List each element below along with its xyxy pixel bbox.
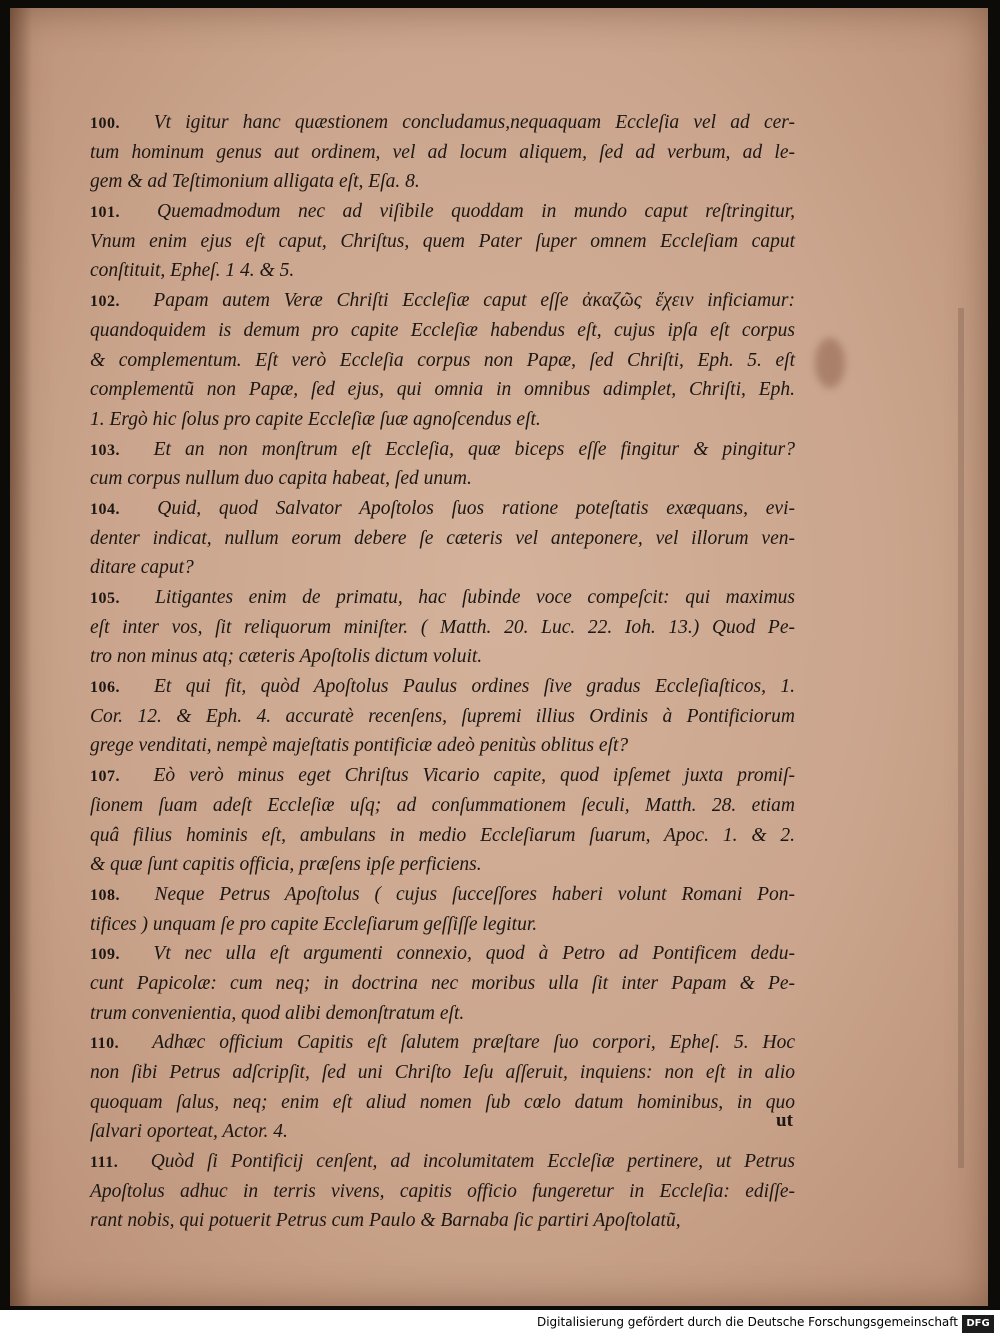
text-line <box>90 791 795 821</box>
line-text: cunt Papicolæ: cum neq; in doctrina nec moribus ulla ſit inter Papam & Pe- <box>90 972 795 994</box>
line-text: eſt inter vos, ſit reliquorum miniſter. ( Matth. 20. Luc. 22. Ioh. 13.) Quod Pe- <box>90 616 795 638</box>
line-text: Apoſtolus adhuc in terris vivens, capitis officio fungeretur in Eccleſia: ediſſe- <box>90 1180 795 1202</box>
paragraph-number: 104. <box>90 500 120 518</box>
line-text: & quæ ſunt capitis officia, præſens ipſe perficiens. <box>90 854 482 876</box>
line-text: Vt nec ulla eſt argumenti connexio, quod à Petro ad Pontificem dedu- <box>153 943 795 965</box>
catchword: ut <box>776 1110 793 1131</box>
text-line <box>90 197 795 227</box>
text-line <box>90 702 795 732</box>
text-line <box>90 821 795 851</box>
dfg-logo: DFG <box>962 1315 994 1333</box>
line-text: tum hominum genus aut ordinem, vel ad locum aliquem, ſed ad verbum, ad le- <box>90 141 795 163</box>
text-line <box>90 138 795 168</box>
line-text: tifices ) unquam ſe pro capite Eccleſiarum geſſiſſe legitur. <box>90 913 538 935</box>
line-text: complementũ non Papæ, ſed ejus, qui omnia in omnibus adimplet, Chriſti, Eph. <box>90 379 795 401</box>
line-text: cum corpus nullum duo capita habeat, ſed unum. <box>90 468 472 490</box>
line-text: Et qui fit, quòd Apoſtolus Paulus ordines ſive gradus Eccleſiaſticos, 1. <box>153 676 796 698</box>
line-text: non ſibi Petrus adſcripſit, ſed uni Chriſto Ieſu aſſeruit, inquiens: non eſt in alio <box>90 1062 795 1083</box>
bleed-through-edge <box>958 308 964 1168</box>
paragraph-number: 109. <box>90 946 120 964</box>
text-line <box>90 553 795 583</box>
body-text <box>90 108 795 1236</box>
text-line <box>90 1028 795 1058</box>
text-line <box>90 672 795 702</box>
line-text: Papam autem Veræ Chriſti Eccleſiæ caput eſſe ἀκαζῶς ἔχειν inficiamur: <box>153 290 795 312</box>
paragraph-number: 107. <box>90 768 120 786</box>
text-line <box>90 1117 795 1147</box>
text-line <box>90 524 795 554</box>
text-line <box>90 969 795 999</box>
line-text: Cor. 12. & Eph. 4. accuratè recenſens, ſupremi illius Ordinis à Pontificiorum <box>90 705 795 727</box>
text-line <box>90 880 795 910</box>
text-line <box>90 613 795 643</box>
paragraph-number: 100. <box>90 115 120 132</box>
text-line <box>90 108 795 138</box>
text-line <box>90 464 795 494</box>
line-text: Quemadmodum nec ad viſibile quoddam in mundo caput reſtringitur, <box>157 201 796 223</box>
paragraph-number: 108. <box>90 886 120 904</box>
text-line <box>90 316 795 346</box>
line-text: grege venditati, nempè majeſtatis pontificiæ adeò penitùs oblitus eſt? <box>90 735 629 757</box>
line-text: gem & ad Teſtimonium alligata eſt, Eſa. 8. <box>90 171 420 193</box>
paragraph-number: 111. <box>90 1154 119 1172</box>
text-line <box>90 435 795 465</box>
text-line <box>90 346 795 376</box>
line-text: trum convenientia, quod alibi demonſtratum eſt. <box>90 1002 465 1024</box>
text-line <box>90 494 795 524</box>
line-text: Quid, quod Salvator Apoſtolos ſuos ratione poteſtatis exæquans, evi- <box>157 497 795 519</box>
line-text: Adhæc officium Capitis eſt ſalutem præſtare ſuo corpori, Epheſ. 5. Hoc <box>152 1032 795 1054</box>
line-text: ditare caput? <box>90 557 194 579</box>
text-line <box>90 1058 795 1088</box>
funding-credit: Digitalisierung gefördert durch die Deutsche Forschungsgemeinschaft <box>536 1315 958 1329</box>
line-text: quoquam ſalus, neq; enim eſt aliud nomen ſub cœlo datum hominibus, in quo <box>90 1091 795 1113</box>
text-line <box>90 286 795 316</box>
text-line <box>90 850 795 880</box>
paragraph-number: 102. <box>90 293 120 311</box>
page-fold-shadow <box>10 8 32 1306</box>
text-line <box>90 227 795 257</box>
line-text: Litigantes enim de primatu, hac ſubinde voce compeſcit: qui maximus <box>155 587 796 608</box>
text-line <box>90 405 795 435</box>
line-text: quandoquidem is demum pro capite Eccleſiæ habendus eſt, cujus ipſa eſt corpus <box>90 319 795 341</box>
line-text: tro non minus atq; cæteris Apoſtolis dictum voluit. <box>90 646 483 668</box>
line-text: Vt igitur hanc quæstionem concludamus,nequaquam Eccleſia vel ad cer- <box>153 112 795 133</box>
line-text: denter indicat, nullum eorum debere ſe cæteris vel anteponere, vel illorum ven- <box>90 527 795 549</box>
text-line <box>90 256 795 286</box>
text-line <box>90 761 795 791</box>
footer-bar <box>0 1310 1000 1339</box>
paragraph-number: 106. <box>90 679 120 697</box>
paragraph-number: 101. <box>90 204 120 222</box>
paragraph-number: 103. <box>90 441 120 459</box>
text-line <box>90 939 795 969</box>
line-text: conſtituit, Epheſ. 1 4. & 5. <box>90 260 295 282</box>
line-text: ſalvari oporteat, Actor. 4. <box>90 1121 288 1143</box>
text-line <box>90 1206 795 1236</box>
text-line <box>90 583 795 613</box>
text-line <box>90 1177 795 1207</box>
line-text: ſionem ſuam adeſt Eccleſiæ uſq; ad conſummationem ſeculi, Matth. 28. etiam <box>90 794 795 816</box>
text-line <box>90 642 795 672</box>
text-line <box>90 1147 795 1177</box>
text-line <box>90 1088 795 1118</box>
text-line <box>90 910 795 940</box>
line-text: rant nobis, qui potuerit Petrus cum Paulo & Barnaba ſic partiri Apoſtolatũ, <box>90 1210 681 1232</box>
text-line <box>90 167 795 197</box>
line-text: Neque Petrus Apoſtolus ( cujus ſucceſſores haberi volunt Romani Pon- <box>154 883 795 905</box>
paragraph-number: 105. <box>90 590 120 607</box>
paper-stain <box>815 338 845 388</box>
line-text: Eò verò minus eget Chriſtus Vicario capite, quod ipſemet juxta promiſ- <box>153 765 795 787</box>
line-text: quâ filius hominis eſt, ambulans in medio Eccleſiarum ſuarum, Apoc. 1. & 2. <box>90 824 795 846</box>
paragraph-number: 110. <box>90 1035 120 1053</box>
text-line <box>90 999 795 1029</box>
line-text: Quòd ſi Pontificij cenſent, ad incolumitatem Eccleſiæ pertinere, ut Petrus <box>150 1151 796 1173</box>
line-text: Vnum enim ejus eſt caput, Chriſtus, quem Pater ſuper omnem Eccleſiam caput <box>90 230 795 252</box>
text-line <box>90 731 795 761</box>
text-line <box>90 375 795 405</box>
line-text: 1. Ergò hic ſolus pro capite Eccleſiæ ſuæ agnoſcendus eſt. <box>90 408 541 430</box>
line-text: Et an non monſtrum eſt Eccleſia, quæ biceps eſſe fingitur & pingitur? <box>153 438 796 460</box>
line-text: & complementum. Eſt verò Eccleſia corpus non Papæ, ſed Chriſti, Eph. 5. eſt <box>90 349 795 371</box>
